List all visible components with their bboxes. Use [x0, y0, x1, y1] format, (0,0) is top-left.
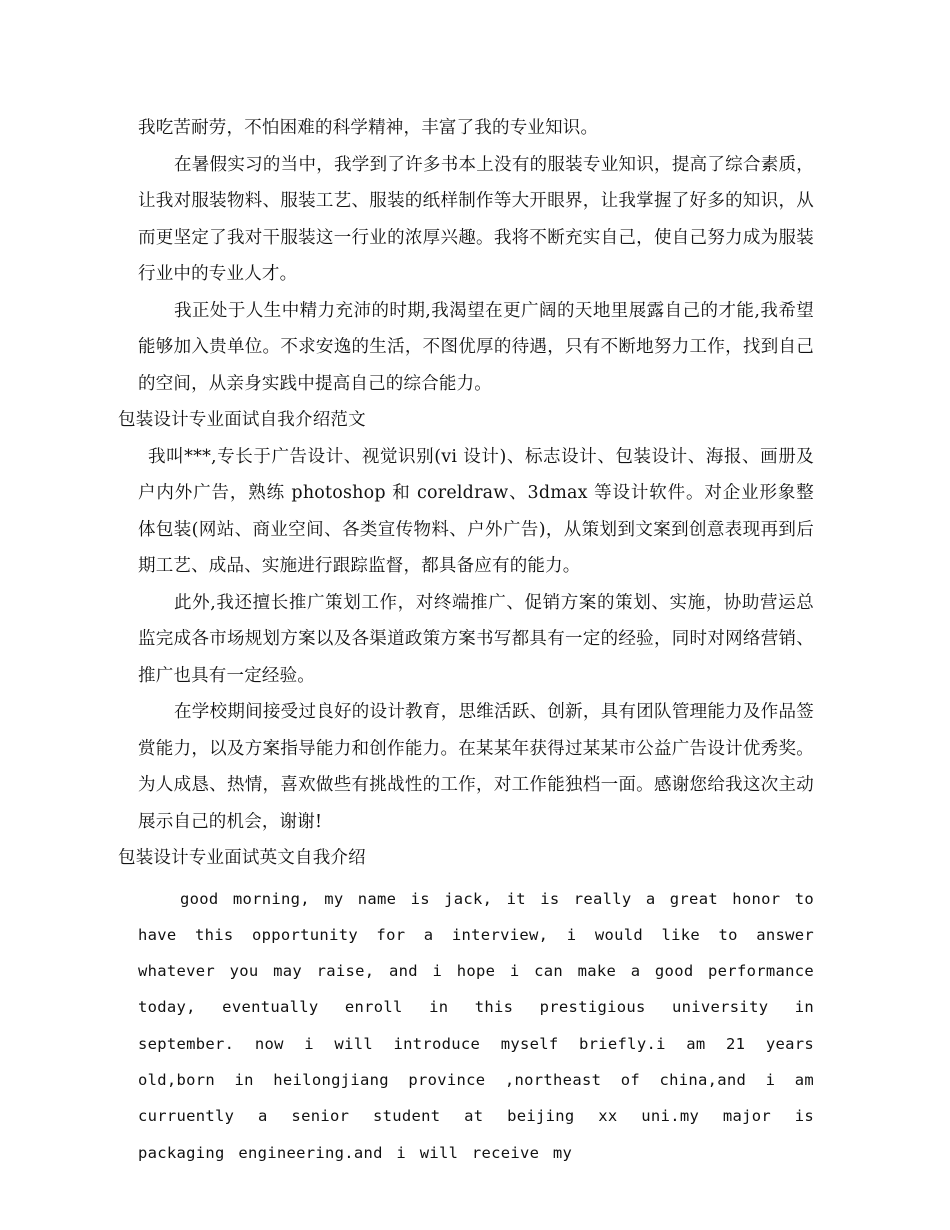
- section-heading-english: 包装设计专业面试英文自我介绍: [118, 848, 366, 868]
- paragraph-skills: 我叫***,专长于广告设计、视觉识别(vi 设计)、标志设计、包装设计、海报、画册及户内外广告，熟练 photoshop 和 coreldraw、3dmax 等设计软件。对企业形象整体包装(网站、商业空间、各类宣传物料、户外广告)，从策划到文案到创意表现再到后期工艺、成品、实施进行跟踪监督，都具备应有的能力。: [138, 446, 814, 576]
- paragraph-continuation: 我吃苦耐劳，不怕困难的科学精神，丰富了我的专业知识。: [138, 118, 599, 138]
- section-heading-sample: 包装设计专业面试自我介绍范文: [118, 410, 366, 430]
- paragraph-aspiration: 我正处于人生中精力充沛的时期,我渴望在更广阔的天地里展露自己的才能,我希望能够加入贵单位。不求安逸的生活，不图优厚的待遇，只有不断地努力工作，找到自己的空间，从亲身实践中提高自己的综合能力。: [138, 300, 814, 394]
- paragraph-internship: 在暑假实习的当中，我学到了许多书本上没有的服装专业知识，提高了综合素质，让我对服装物料、服装工艺、服装的纸样制作等大开眼界，让我掌握了好多的知识，从而更坚定了我对干服装这一行业的浓厚兴趣。我将不断充实自己，使自己努力成为服装行业中的专业人才。: [138, 154, 814, 284]
- paragraph-promotion: 此外,我还擅长推广策划工作，对终端推广、促销方案的策划、实施，协助营运总监完成各市场规划方案以及各渠道政策方案书写都具有一定的经验，同时对网络营销、推广也具有一定经验。: [138, 592, 814, 686]
- paragraph-education: 在学校期间接受过良好的设计教育，思维活跃、创新，具有团队管理能力及作品签赏能力，以及方案指导能力和创作能力。在某某年获得过某某市公益广告设计优秀奖。为人成恳、热情，喜欢做些有挑战性的工作，对工作能独档一面。感谢您给我这次主动展示自己的机会，谢谢!: [138, 702, 814, 832]
- paragraph-english-intro: good morning, my name is jack, it is really a great honor to have this opportunity for a interview, i would like to answer whatever you may raise, and i hope i can make a good performance today, eventually enroll in this prestigious university in september. now i will introduce myself briefly.i am 21 years old,born in heilongjiang province ,northeast of china,and i am curruently a senior student at beijing xx uni.my major is packaging engineering.and i will receive my: [138, 889, 814, 1162]
- document-body: [118, 110, 814, 1171]
